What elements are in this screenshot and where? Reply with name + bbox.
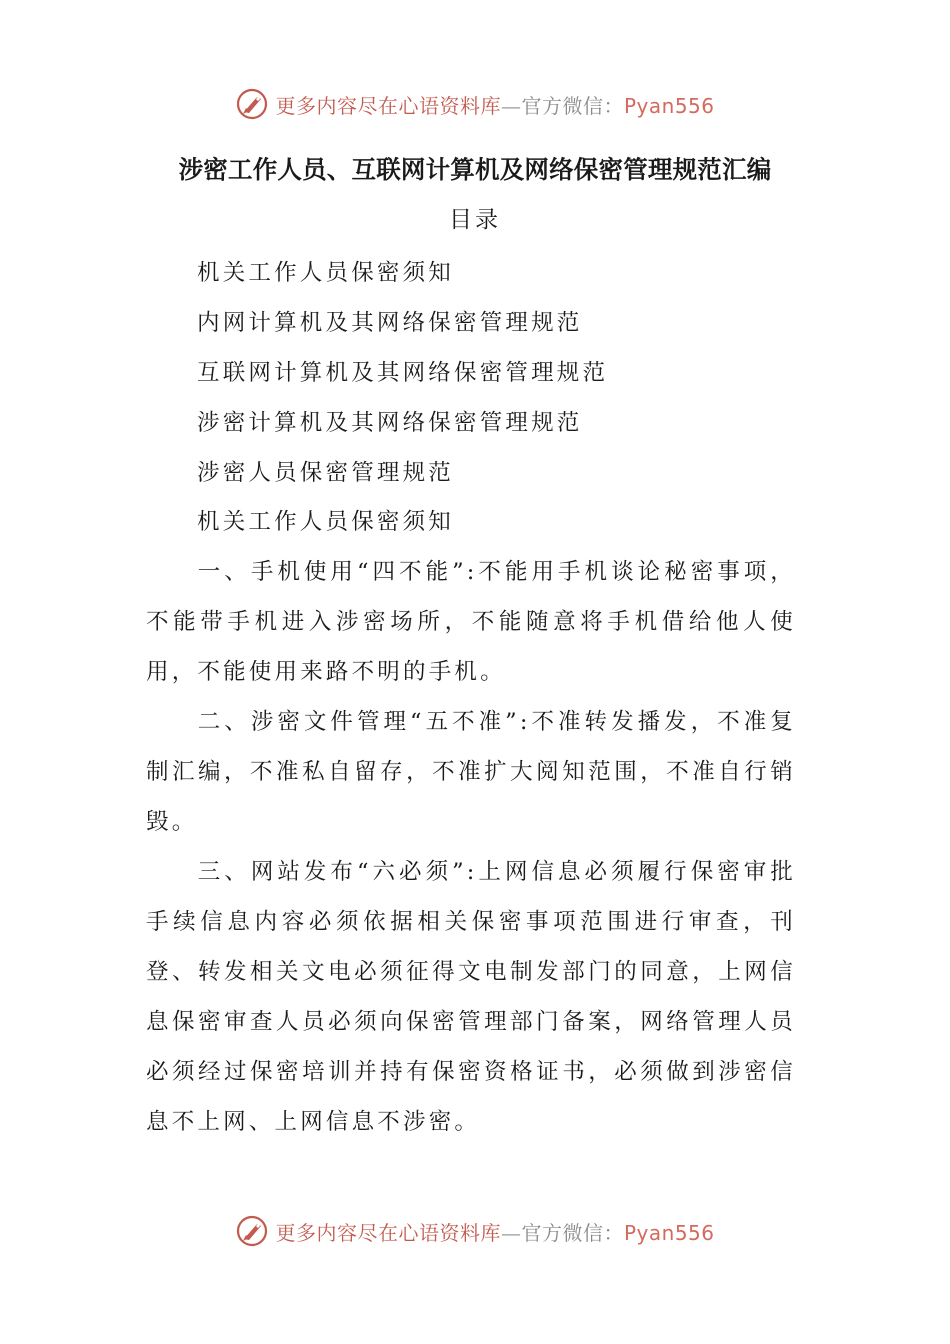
toc-item: 机关工作人员保密须知 — [197, 260, 455, 286]
watermark-text — [275, 1217, 714, 1246]
body-paragraph: 三、网站发布“六必须”:上网信息必须履行保密审批手续信息内容必须依据相关保密事项范围进行审查，刊登、转发相关文电必须征得文电制发部门的同意，上网信息保密审查人员必须向保密管理部门备案，网络管理人员必须经过保密培训并持有保密资格证书，必须做到涉密信息不上网、上网信息不涉密。 — [146, 859, 796, 1135]
table-of-contents — [197, 248, 608, 498]
watermark-text — [275, 90, 714, 119]
document-title: 涉密工作人员、互联网计算机及网络保密管理规范汇编 — [178, 155, 772, 184]
watermark-site-text: 更多内容尽在心语资料库 — [275, 1220, 501, 1245]
section-title: 机关工作人员保密须知 — [197, 509, 455, 535]
watermark-dash: — — [500, 1220, 522, 1245]
document-body — [146, 547, 796, 1147]
watermark-site-text: 更多内容尽在心语资料库 — [275, 93, 501, 118]
toc-item: 涉密计算机及其网络保密管理规范 — [197, 410, 583, 436]
footer-watermark-banner — [0, 1209, 950, 1253]
toc-item: 内网计算机及其网络保密管理规范 — [197, 310, 583, 336]
toc-heading: 目录 — [449, 207, 501, 233]
pen-nib-logo-icon — [235, 87, 269, 121]
watermark-wechat-id: Pyan556 — [623, 1220, 715, 1245]
watermark-wechat-id: Pyan556 — [623, 93, 715, 118]
toc-item: 涉密人员保密管理规范 — [197, 460, 455, 486]
header-watermark-banner — [0, 82, 950, 126]
toc-item: 互联网计算机及其网络保密管理规范 — [197, 360, 609, 386]
watermark-wechat-label: 官方微信： — [521, 93, 624, 118]
watermark-wechat-label: 官方微信： — [521, 1220, 624, 1245]
watermark-dash: — — [500, 93, 522, 118]
body-paragraph: 二、涉密文件管理“五不准”:不准转发播发，不准复制汇编，不准私自留存，不准扩大阅知范围，不准自行销毁。 — [146, 709, 796, 835]
pen-nib-logo-icon — [235, 1214, 269, 1248]
body-paragraph: 一、手机使用“四不能”:不能用手机谈论秘密事项，不能带手机进入涉密场所，不能随意将手机借给他人使用，不能使用来路不明的手机。 — [146, 559, 796, 685]
